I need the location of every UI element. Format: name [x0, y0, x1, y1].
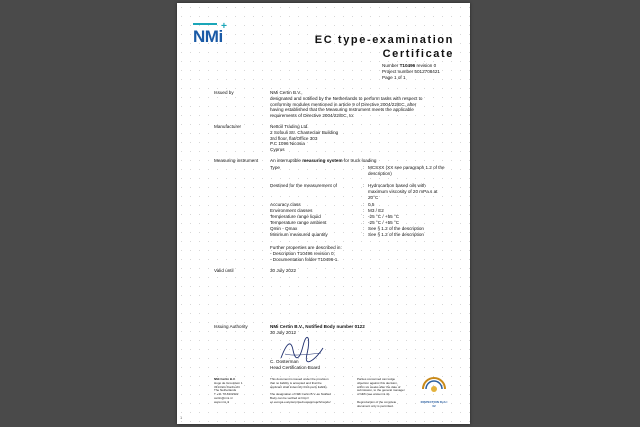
row-colon: :	[363, 220, 365, 225]
row-temp-liquid-key: Temperature range liquid	[270, 214, 321, 219]
issued-line: having established that the Measuring Instrument meets the applicable	[270, 107, 414, 113]
number-suffix: revision 0	[415, 63, 437, 68]
row-minqty-value: See § 1.2 of the description	[368, 232, 424, 237]
footer-line: Reproduction of the complete	[357, 399, 397, 404]
footer-address-line: NMi Certin B.V.	[214, 377, 236, 381]
footer-line: document only is permitted.	[357, 403, 394, 408]
footer-objection	[357, 378, 415, 408]
footer-liability	[270, 378, 348, 405]
manufacturer-text	[270, 124, 450, 153]
title-line1: EC type-examination	[314, 34, 454, 46]
row-accuracy-key: Accuracy class	[270, 202, 301, 207]
manufacturer-line: P.C 1096 Nicosia	[270, 141, 305, 147]
footer-line: This document is issued under the provision	[270, 377, 329, 381]
nmi-logo	[193, 23, 233, 49]
valid-until-value: 30 July 2022	[270, 268, 297, 273]
footer-address-line: 3314 EG Dordrecht	[214, 384, 240, 389]
issued-line: conformity modules mentioned in article 9 of Directive 2004/22/EC, after	[270, 101, 417, 107]
measuring-intro	[270, 158, 450, 164]
row-qmin-key: Qmin - Qmax	[270, 226, 298, 231]
row-value-line: maximum viscosity of 20 mPa.s at	[368, 188, 438, 194]
manufacturer-line: 3rd floor, flat/Office 303	[270, 135, 318, 141]
issued-by-label: Issued by	[214, 90, 234, 95]
footer-line: within six weeks after the date of	[357, 384, 401, 389]
project-number: Project number 5012708421	[382, 69, 440, 74]
certificate-page	[177, 3, 470, 424]
seal-text: INSPECTION RvA I 02	[420, 400, 448, 408]
number-value: T10496	[399, 63, 416, 68]
footer-line: ec.europa.eu/enterprise/newapproach/nando/	[270, 399, 331, 404]
row-environment-value: M3 / E2	[368, 208, 384, 213]
footer-line: that no liability is accepted and that the	[270, 380, 322, 385]
further-line: Further properties are described in:	[270, 245, 342, 250]
further-properties	[270, 245, 450, 262]
row-colon: :	[363, 232, 365, 237]
measuring-instrument-label: Measuring instrument	[214, 158, 259, 163]
row-environment-key: Environment classes	[270, 208, 313, 213]
row-temp-liquid-value: -25 °C / +55 °C	[368, 214, 400, 219]
footer-line: Body can be verified at http://	[270, 395, 309, 400]
footer-line: The designation of NMi Certin B.V. as Notified	[270, 392, 331, 397]
signer-name: C. Oosterman	[270, 359, 299, 364]
row-minqty-key: Minimum measured quantity	[270, 232, 328, 237]
footer-address	[214, 378, 268, 405]
footer-address-line: certin@nmi.nl	[214, 395, 233, 400]
issued-line: designated and notified by the Netherlands to perform tasks with respect to	[270, 95, 423, 101]
intro-post: for truck loading	[342, 158, 377, 163]
row-temp-ambient-value: -25 °C / +55 °C	[368, 220, 400, 225]
manufacturer-line: Cyprus	[270, 147, 285, 153]
issuing-date: 30 July 2012	[270, 330, 297, 335]
footer-line: submission, to the general manager	[357, 388, 405, 393]
issued-line: requirements of Directive 2004/22/EC, to:	[270, 113, 355, 119]
logo-bar	[193, 23, 217, 25]
logo-text: NMi	[193, 27, 223, 46]
row-qmin-value: See § 1.2 of the description	[368, 226, 424, 231]
issuing-authority-value: NMi Certin B.V., Notified Body number 0122	[270, 324, 365, 329]
page-number: 1	[180, 415, 183, 420]
certificate-meta	[382, 63, 440, 81]
further-line: - Documentation folder T10496-1.	[270, 256, 339, 262]
row-destined-key: Destined for the measurement of	[270, 183, 337, 188]
row-colon: :	[363, 202, 365, 207]
manufacturer-line: Nettoil Trading Ltd.	[270, 124, 309, 129]
footer-address-line: www.nmi.nl	[214, 399, 230, 404]
footer-line: Parties concerned can lodge	[357, 377, 396, 381]
row-value-line: description)	[368, 170, 392, 176]
issued-by-text	[270, 90, 450, 119]
further-line: - Description T10496 revision 0;	[270, 250, 335, 256]
row-colon: :	[363, 183, 365, 188]
row-destined-value	[368, 183, 448, 200]
row-colon: :	[363, 226, 365, 231]
row-value-line: Hydrocarbon based oils with	[368, 183, 426, 188]
row-type-key: Type	[270, 165, 280, 170]
issuing-authority-label: Issuing Authority	[214, 324, 248, 329]
certificate-title	[315, 33, 454, 61]
footer-line: of NMi (see www.nmi.nl).	[357, 392, 391, 397]
footer-address-line: The Netherlands	[214, 388, 237, 393]
row-value-line: 20°C	[368, 194, 379, 200]
row-colon: :	[363, 214, 365, 219]
footer-address-line: Hugo de Grootplein 1	[214, 380, 243, 385]
manufacturer-line: 2 Sofouli Str. Chanteclair Building	[270, 129, 339, 135]
manufacturer-label: Manufacturer	[214, 124, 242, 129]
row-temp-ambient-key: Temperature range ambient	[270, 220, 327, 225]
row-accuracy-value: 0,5	[368, 202, 375, 207]
intro-bold: measuring system	[302, 158, 343, 163]
valid-until-label: Valid until	[214, 268, 234, 273]
footer-line: objection against this decision,	[357, 380, 398, 385]
footer-address-line: T +31 78 6332332	[214, 392, 239, 397]
row-value-line: MCSXX (XX see paragraph 1.2 of the	[368, 165, 445, 170]
row-colon: :	[363, 208, 365, 213]
number-prefix: Number	[382, 63, 400, 68]
signer-title: Head Certification Board	[270, 365, 321, 370]
row-type-value	[368, 165, 448, 177]
intro-pre: An interruptible	[270, 158, 303, 163]
title-line2: Certificate	[382, 48, 454, 60]
issued-line: NMi Certin B.V.,	[270, 90, 303, 95]
footer-line: applicant shall indemnify third-party liability.	[270, 384, 328, 389]
logo-plus: +	[221, 21, 227, 32]
row-colon: :	[363, 165, 365, 170]
page-count: Page 1 of 1	[382, 75, 406, 80]
